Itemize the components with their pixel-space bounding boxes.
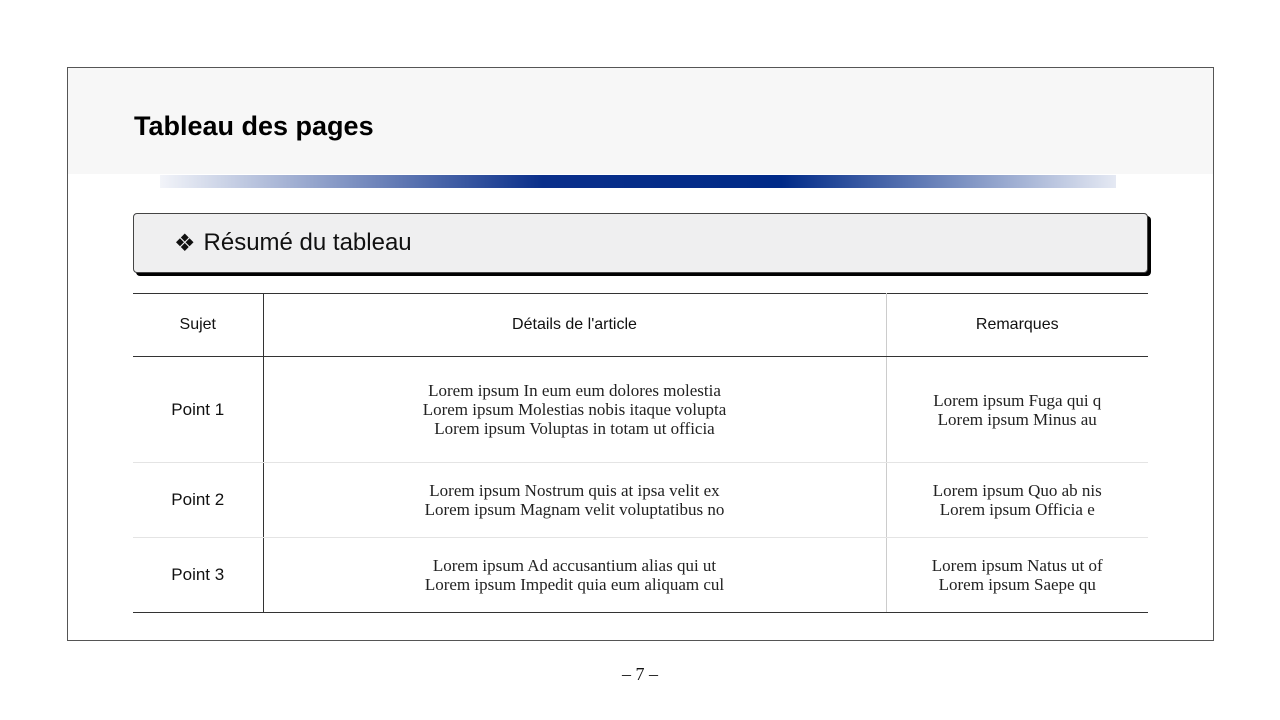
subject-cell: Point 1 bbox=[133, 357, 263, 463]
slide bbox=[67, 67, 1214, 641]
details-line: Lorem ipsum Voluptas in totam ut officia bbox=[434, 419, 715, 438]
table-row bbox=[133, 538, 1148, 613]
details-line: Lorem ipsum Magnam velit voluptatibus no bbox=[424, 500, 725, 519]
details-cell bbox=[263, 538, 886, 613]
details-line: Lorem ipsum In eum eum dolores molestia bbox=[428, 381, 721, 400]
header-subject: Sujet bbox=[133, 294, 263, 357]
subject-cell: Point 3 bbox=[133, 538, 263, 613]
diamond-icon: ❖ bbox=[174, 229, 196, 257]
details-line: Lorem ipsum Nostrum quis at ipsa velit ex bbox=[429, 481, 720, 500]
remarks-line: Lorem ipsum Quo ab nis bbox=[932, 481, 1102, 500]
remarks-line: Lorem ipsum Minus au bbox=[937, 409, 1097, 429]
table-row bbox=[133, 463, 1148, 538]
remarks-cell bbox=[886, 357, 1148, 463]
details-cell bbox=[263, 463, 886, 538]
page-number: – 7 – bbox=[622, 664, 658, 684]
header-details: Détails de l'article bbox=[263, 294, 886, 357]
remarks-line: Lorem ipsum Natus ut of bbox=[931, 556, 1103, 575]
subject-cell: Point 2 bbox=[133, 463, 263, 538]
summary-label: Résumé du tableau bbox=[203, 229, 412, 256]
remarks-line: Lorem ipsum Officia e bbox=[939, 500, 1095, 519]
remarks-cell bbox=[886, 538, 1148, 613]
summary-box bbox=[133, 213, 1148, 273]
page-title: Tableau des pages bbox=[134, 111, 374, 141]
details-line: Lorem ipsum Molestias nobis itaque volupta bbox=[422, 400, 727, 419]
remarks-cell bbox=[886, 463, 1148, 538]
gradient-divider bbox=[160, 175, 1116, 188]
table-row bbox=[133, 357, 1148, 463]
details-line: Lorem ipsum Impedit quia eum aliquam cul bbox=[424, 575, 725, 594]
details-line: Lorem ipsum Ad accusantium alias qui ut bbox=[432, 556, 717, 575]
remarks-line: Lorem ipsum Saepe qu bbox=[938, 575, 1096, 594]
details-cell bbox=[263, 357, 886, 463]
pages-table bbox=[133, 293, 1148, 613]
remarks-line: Lorem ipsum Fuga qui q bbox=[933, 390, 1102, 410]
header-remarks: Remarques bbox=[886, 294, 1148, 357]
